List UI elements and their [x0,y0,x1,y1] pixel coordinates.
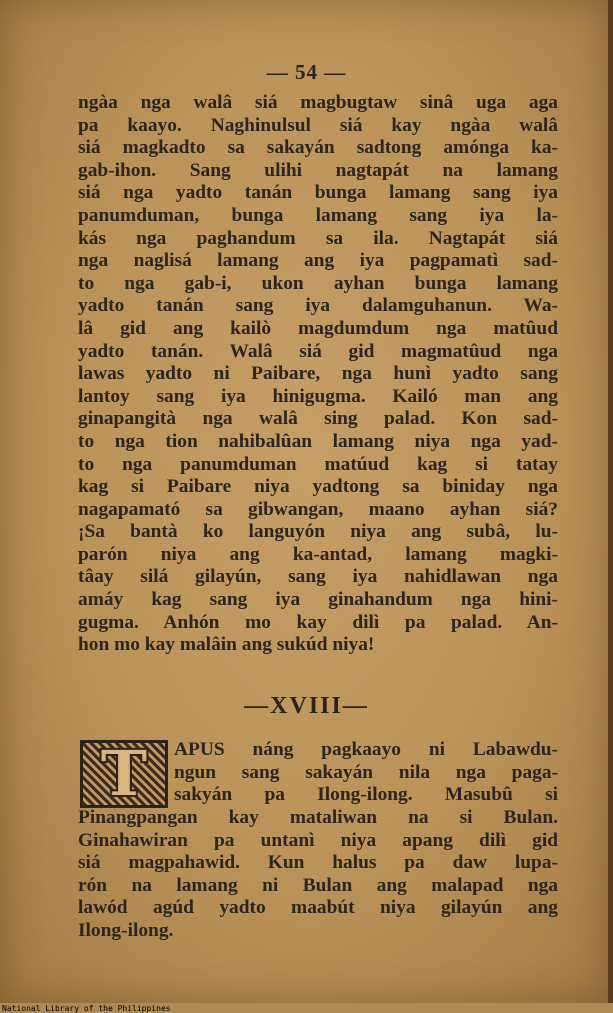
page-number: — 54 — [266,60,347,84]
text-line: panumduman, bunga lamang sang iya la- [78,204,558,226]
text-line: lawód agúd yadto maabút niya gilayún ang [78,897,558,919]
text-line: Ginahawiran pa untanì niya apang dilì gid [78,829,558,851]
chapter-opening-lines [174,739,558,807]
text-line: lantoy sang iya hinigugma. Kailó man ang [78,385,558,407]
text-line: tâay silá gilayún, sang iya nahidlawan nga [78,566,558,588]
text-line: gugma. Anhón mo kay dilì pa palad. An- [78,611,558,633]
text-line: rón na lamang ni Bulan ang malapad nga [78,874,558,896]
text-line: yadto tanán sang iya dalamguhanun. Wa- [78,295,558,317]
text-line: APUS náng pagkaayo ni Labawdu- [174,739,558,760]
page-edge [608,0,613,1003]
text-line: nagapamató sa gibwangan, maano ayhan siá? [78,498,558,520]
drop-cap-letter: T [100,737,148,810]
text-line: siá nga yadto tanán bunga lamang sang iya [78,182,558,204]
text-line: gab-ihon. Sang ulihi nagtapát na lamang [78,159,558,181]
footer-credit: National Library of the Philippines [2,1004,171,1013]
text-line: ngun sang sakayán nila nga paga- [174,761,558,783]
text-line: ginapangità nga walâ sing palad. Kon sad- [78,408,558,430]
text-line: Pinangpangan kay mataliwan na si Bulan. [78,807,558,828]
text-line: ngàa nga walâ siá magbugtaw sinâ uga aga [78,92,558,113]
text-line: nga naglisá lamang ang iya pagpamatì sad- [78,250,558,272]
text-line: to nga panumduman matúud kag si tatay [78,453,558,475]
paragraph-text [78,92,558,657]
text-line: lâ gid ang kailò magdumdum nga matûud [78,317,558,339]
text-line: kás nga paghandum sa ila. Nagtapát siá [78,227,558,249]
text-line: sakyán pa Ilong-ilong. Masubû si [174,784,558,806]
text-line: yadto tanán. Walâ siá gid magmatûud nga [78,340,558,362]
text-line: pa kaayo. Naghinulsul siá kay ngàa walâ [78,114,558,136]
text-line: siá magpahawid. Kun halus pa daw lupa- [78,852,558,874]
chapter-body-text [78,807,558,943]
text-line: parón niya ang ka-antad, lamang magki- [78,543,558,565]
text-line: hon mo kay malâin ang sukúd niya! [78,634,375,656]
chapter-heading: —XVIII— [244,693,369,719]
text-line: kag si Paibare niya yadtong sa biniday nga [78,476,558,498]
text-line: ¡Sa bantà ko languyón niya ang subâ, lu- [78,521,558,543]
text-line: Ilong-ilong. [78,919,174,941]
text-line: siá magkadto sa sakayán sadtong amónga ka- [78,137,558,159]
text-line: lawas yadto ni Paibare, nga hunì yadto sang [78,363,558,385]
text-line: amáy kag sang iya ginahandum nga hini- [78,589,558,611]
drop-cap-ornament [80,737,168,810]
text-line: to nga tion nahibalûan lamang niya nga yad- [78,430,558,452]
text-line: to nga gab-i, ukon ayhan bunga lamang [78,272,558,294]
